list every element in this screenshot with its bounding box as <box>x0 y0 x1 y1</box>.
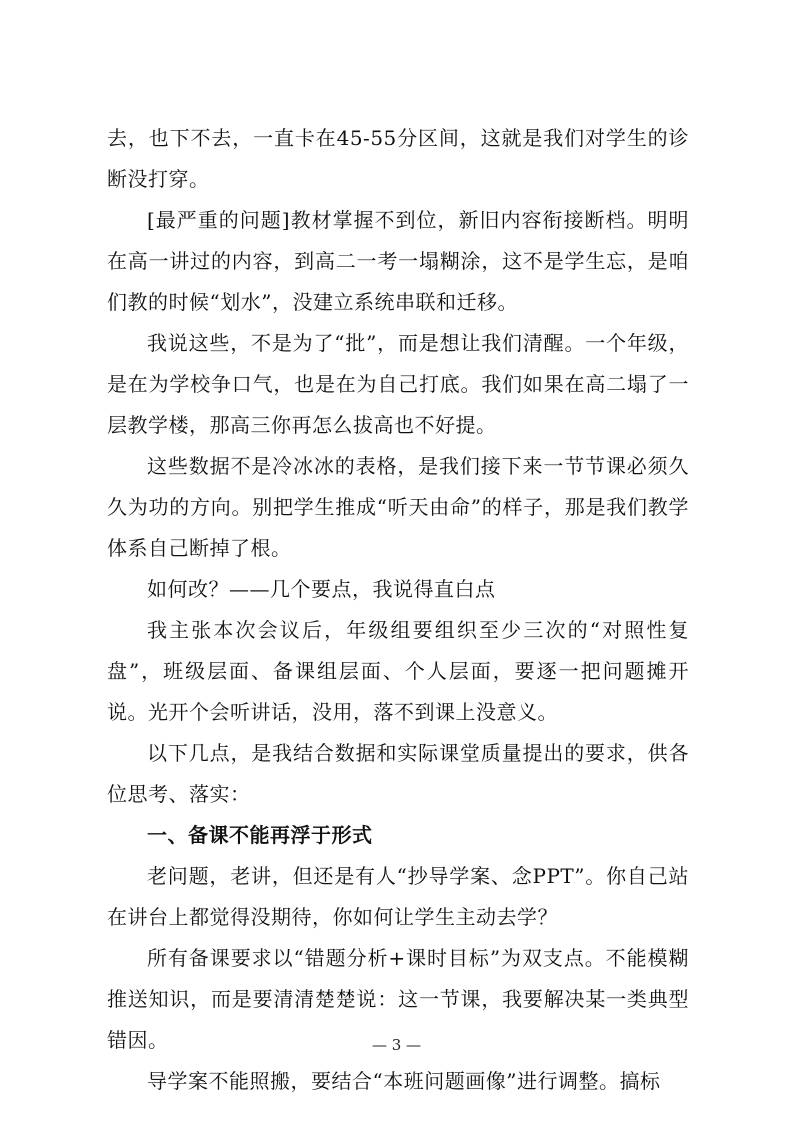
paragraph: 以下几点，是我结合数据和实际课堂质量提出的要求，供各位思考、落实： <box>107 741 689 806</box>
paragraph: 我说这些，不是为了“批”，而是想让我们清醒。一个年级，是在为学校争口气，也是在为自己打底。我们如果在高二塌了一层教学楼，那高三你再怎么拔高也不好提。 <box>107 331 689 437</box>
paragraph: 如何改？——几个要点，我说得直白点 <box>147 577 496 601</box>
paragraph-continued: 去，也下不去，一直卡在45-55分区间，这就是我们对学生的诊断没打穿。 <box>107 126 689 191</box>
paragraph: 导学案不能照搬，要结合“本班问题画像”进行调整。搞标 <box>147 1069 661 1093</box>
body-text <box>107 118 689 1102</box>
page-number: — 3 — <box>371 1036 422 1054</box>
paragraph: [最严重的问题]教材掌握不到位，新旧内容衔接断档。明明在高一讲过的内容，到高二一考一塌糊涂，这不是学生忘，是咱们教的时候“划水”，没建立系统串联和迁移。 <box>107 208 689 314</box>
paragraph: 所有备课要求以“错题分析+课时目标”为双支点。不能模糊推送知识，而是要清清楚楚说：这一节课，我要解决某一类典型错因。 <box>107 946 689 1052</box>
paragraph: 我主张本次会议后，年级组要组织至少三次的“对照性复盘”，班级层面、备课组层面、个人层面，要逐一把问题摊开说。光开个会听讲话，没用，落不到课上没意义。 <box>107 618 689 724</box>
section-heading: 一、备课不能再浮于形式 <box>147 823 373 847</box>
paragraph: 老问题，老讲，但还是有人“抄导学案、念PPT”。你自己站在讲台上都觉得没期待，你如何让学生主动去学？ <box>107 864 689 929</box>
paragraph: 这些数据不是冷冰冰的表格，是我们接下来一节节课必须久久为功的方向。别把学生推成“听天由命”的样子，那是我们教学体系自己断掉了根。 <box>107 454 689 560</box>
